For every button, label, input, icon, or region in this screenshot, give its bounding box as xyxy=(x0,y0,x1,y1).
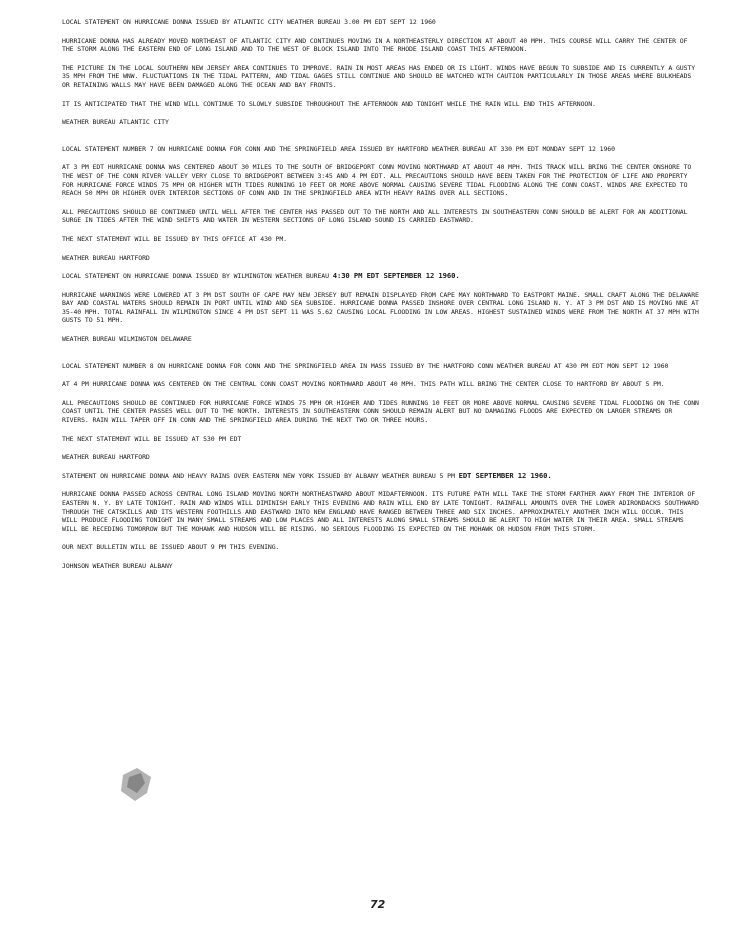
paragraph: ALL PRECAUTIONS SHOULD BE CONTINUED FOR HURRICANE FORCE WINDS 75 MPH OR HIGHER AND TIDES RUNNING 10 FEET OR MORE ABOVE NORMAL CAUSING SEVERE TIDAL FLOODING ON THE CONN COAST UNTIL THE CENTER PASSES WELL OUT TO THE NORTH. INTERESTS IN SOUTHEASTERN CONN SHOULD REMAIN ALERT BUT NO DAMAGING FLOODS ARE EXPECTED ON LARGER STREAMS OR RIVERS. RAIN WILL TAPER OFF IN CONN AND THE SPRINGFIELD AREA DURING THE NEXT TWO OR THREE HOURS. xyxy=(62,398,699,425)
paragraph: THE NEXT STATEMENT WILL BE ISSUED BY THIS OFFICE AT 430 PM. xyxy=(62,234,287,243)
statement-header: STATEMENT ON HURRICANE DONNA AND HEAVY RAINS OVER EASTERN NEW YORK ISSUED BY ALBANY WEATHER BUREAU 5 PM EDT SEPTEMBER 12 1960. xyxy=(62,470,552,480)
page-number: 72 xyxy=(370,898,386,911)
paragraph: AT 4 PM HURRICANE DONNA WAS CENTERED ON THE CENTRAL CONN COAST MOVING NORTHWARD ABOUT 40 MPH. THIS PATH WILL BRING THE CENTER CLOSE TO HARTFORD BY ABOUT 5 PM. xyxy=(62,380,665,389)
signature-line: WEATHER BUREAU WILMINGTON DELAWARE xyxy=(62,335,192,344)
paragraph: HURRICANE DONNA PASSED ACROSS CENTRAL LONG ISLAND MOVING NORTH NORTHEASTWARD ABOUT MIDAFTERNOON. ITS FUTURE PATH WILL TAKE THE STORM FARTHER AWAY FROM THE INTERIOR OF EASTERN N. Y. BY LATE TONIGHT. RAIN AND WINDS WILL DIMINISH EARLY THIS EVENING AND RAIN WILL END BY LATE TONIGHT. RAINFALL AMOUNTS OVER THE LOWER ADIRONDACKS SOUTHWARD THROUGH THE CATSKILLS AND ITS WESTERN FOOTHILLS AND EASTWARD INTO NEW ENGLAND HAVE RANGED BETWEEN THREE AND SIX INCHES. APPROXIMATELY ANOTHER INCH WILL OCCUR. THIS WILL PRODUCE FLOODING TONIGHT IN MANY SMALL STREAMS AND LOW PLACES AND ALL INTERESTS ALONG SMALL STREAMS SHOULD BE ALERT TO HIGH WATER IN THEIR AREA. SMALL STREAMS WILL BE RECEDING TOMORROW BUT THE MOHAWK AND HUDSON WILL BE RISING. NO SERIOUS FLOODING IS EXPECTED ON THE MOHAWK OR HUDSON FROM THIS STORM. xyxy=(62,490,699,533)
paragraph: IT IS ANTICIPATED THAT THE WIND WILL CONTINUE TO SLOWLY SUBSIDE THROUGHOUT THE AFTERNOON AND TONIGHT WHILE THE RAIN WILL END THIS AFTERNOON. xyxy=(62,99,596,108)
paragraph: ALL PRECAUTIONS SHOULD BE CONTINUED UNTIL WELL AFTER THE CENTER HAS PASSED OUT TO THE NORTH AND ALL INTERESTS IN SOUTHEASTERN CONN SHOULD BE ALERT FOR AN ADDITIONAL SURGE IN TIDES AFTER THE WIND SHIFTS AND WATER IN WESTERN SECTIONS OF LONG ISLAND SOUND IS CARRIED EASTWARD. xyxy=(62,207,688,225)
paragraph: HURRICANE WARNINGS WERE LOWERED AT 3 PM DST SOUTH OF CAPE MAY NEW JERSEY BUT REMAIN DISPLAYED FROM CAPE MAY NORTHWARD TO EASTPORT MAINE. SMALL CRAFT ALONG THE DELAWARE BAY AND COASTAL WATERS SHOULD REMAIN IN PORT UNTIL WIND AND SEA SUBSIDE. HURRICANE DONNA PASSED INSHORE OVER CENTRAL LONG ISLAND N. Y. AT 3 PM DST AND IS MOVING NNE AT 35-40 MPH. TOTAL RAINFALL IN WILMINGTON SINCE 4 PM DST SEPT 11 WAS 5.62 CAUSING LOCAL FLOODING IN LOW AREAS. HIGHEST SUSTAINED WINDS WERE FROM THE NORTH AT 37 MPH WITH GUSTS TO 51 MPH. xyxy=(62,290,699,325)
signature-line: WEATHER BUREAU HARTFORD xyxy=(62,453,150,462)
paragraph: THE PICTURE IN THE LOCAL SOUTHERN NEW JERSEY AREA CONTINUES TO IMPROVE. RAIN IN MOST AREAS HAS ENDED OR IS LIGHT. WINDS HAVE BEGUN TO SUBSIDE AND IS CURRENTLY A GUSTY 35 MPH FROM THE WNW. FLUCTUATIONS IN THE TIDAL PATTERN, AND TIDAL GAGES STILL CONTINUE AND SHOULD BE WATCHED WITH CAUTION PARTICULARLY IN THOSE AREAS WHERE BULKHEADS OR RETAINING WALLS MAY HAVE BEEN DAMAGED ALONG THE OCEAN AND BAY FRONTS. xyxy=(62,63,696,89)
signature-line: WEATHER BUREAU ATLANTIC CITY xyxy=(62,118,169,127)
paragraph: LOCAL STATEMENT ON HURRICANE DONNA ISSUED BY ATLANTIC CITY WEATHER BUREAU 3.00 PM EDT SEPT 12 1960 xyxy=(62,18,436,26)
paragraph: AT 3 PM EDT HURRICANE DONNA WAS CENTERED ABOUT 30 MILES TO THE SOUTH OF BRIDGEPORT CONN MOVING NORTHWARD AT ABOUT 40 MPH. THIS TRACK WILL BRING THE CENTER ONSHORE TO THE WEST OF THE CONN RIVER VALLEY VERY CLOSE TO BRIDGEPORT BETWEEN 3:45 AND 4 PM EDT. ALL PRECAUTIONS SHOULD HAVE BEEN TAKEN FOR THE PROTECTION OF LIFE AND PROPERTY FOR HURRICANE FORCE WINDS 75 MPH OR HIGHER WITH TIDES RUNNING 10 FEET OR MORE ABOVE NORMAL CAUSING SEVERE TIDAL FLOODING ALONG THE CONN COAST. WINDS ARE EXPECTED TO REACH 50 MPH OR HIGHER OVER INTERIOR SECTIONS OF CONN AND IN THE SPRINGFIELD AREA WITH HEAVY RAINS OVER ALL SECTIONS. xyxy=(62,163,692,198)
paragraph: OUR NEXT BULLETIN WILL BE ISSUED ABOUT 9 PM THIS EVENING. xyxy=(62,543,280,552)
signature-line: WEATHER BUREAU HARTFORD xyxy=(62,253,150,262)
statement-header: LOCAL STATEMENT ON HURRICANE DONNA ISSUED BY WILMINGTON WEATHER BUREAU 4:30 PM EDT SEPTEMBER 12 1960. xyxy=(62,271,460,281)
paragraph: THE NEXT STATEMENT WILL BE ISSUED AT 530 PM EDT xyxy=(62,434,242,443)
ink-smudge xyxy=(117,765,157,803)
document-body xyxy=(62,18,702,581)
paragraph: HURRICANE DONNA HAS ALREADY MOVED NORTHEAST OF ATLANTIC CITY AND CONTINUES MOVING IN A NORTHEASTERLY DIRECTION AT ABOUT 40 MPH. THIS COURSE WILL CARRY THE CENTER OF THE STORM ALONG THE EASTERN END OF LONG ISLAND AND TO THE WEST OF BLOCK ISLAND INTO THE RHODE ISLAND COAST THIS AFTERNOON. xyxy=(62,36,688,54)
statement-header: LOCAL STATEMENT NUMBER 7 ON HURRICANE DONNA FOR CONN AND THE SPRINGFIELD AREA ISSUED BY HARTFORD WEATHER BUREAU AT 330 PM EDT MONDAY SEPT 12 1960 xyxy=(62,144,615,153)
statement-header: LOCAL STATEMENT NUMBER 8 ON HURRICANE DONNA FOR CONN AND THE SPRINGFIELD AREA IN MASS ISSUED BY THE HARTFORD CONN WEATHER BUREAU AT 430 PM EDT MON SEPT 12 1960 xyxy=(62,361,669,370)
signature-line: JOHNSON WEATHER BUREAU ALBANY xyxy=(62,561,173,570)
